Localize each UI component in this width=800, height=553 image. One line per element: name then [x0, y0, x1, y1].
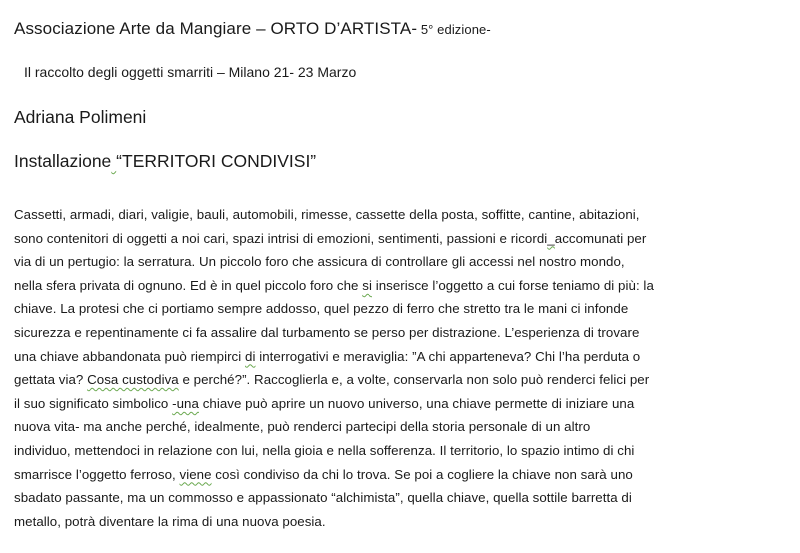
body-text-segment: nuova vita- ma anche perché, idealmente, può renderci partecipi della storia personale di un altro — [14, 419, 591, 435]
spellcheck-mark: di — [245, 348, 256, 364]
body-text-segment: via di un pertugio: la serratura. Un piccolo foro che assicura di controllare gli accessi nel nostro mondo, — [14, 254, 625, 270]
body-line — [14, 463, 794, 487]
body-text-segment: sbadato passante, ma un commosso e appassionato “alchimista”, quella chiave, quella sottile barretta di — [14, 490, 632, 506]
document-title — [14, 19, 491, 39]
body-line — [14, 345, 794, 369]
body-text-segment: metallo, potrà diventare la rima di una nuova poesia. — [14, 513, 326, 529]
body-paragraph — [14, 203, 794, 533]
body-text-segment: così condiviso da chi lo trova. Se poi a cogliere la chiave non sarà uno — [211, 466, 633, 482]
spellcheck-mark: Cosa custodiva — [87, 372, 179, 388]
body-line — [14, 486, 794, 510]
body-line — [14, 321, 794, 345]
body-line — [14, 274, 794, 298]
body-text-segment: il suo significato simbolico — [14, 395, 173, 411]
body-line — [14, 297, 794, 321]
spellcheck-mark: _ — [547, 230, 555, 246]
body-line — [14, 392, 794, 416]
body-line — [14, 227, 794, 251]
body-line — [14, 203, 794, 227]
spellcheck-mark: si — [362, 277, 372, 293]
body-text-segment: inserisce l’oggetto a cui forse teniamo di più: la — [371, 277, 654, 293]
installation-prefix: Installazione — [14, 151, 112, 171]
installation-name: “TERRITORI CONDIVISI” — [116, 151, 317, 171]
spellcheck-mark: viene — [179, 466, 212, 482]
event-subtitle: Il raccolto degli oggetti smarriti – Milano 21- 23 Marzo — [24, 64, 357, 80]
title-text: Associazione Arte da Mangiare – ORTO D’ARTISTA- — [14, 19, 418, 38]
installation-title — [14, 151, 316, 172]
body-line — [14, 368, 794, 392]
spellcheck-mark: -una — [172, 395, 199, 411]
body-text-segment: sicurezza e repentinamente ci fa assalire dal turbamento se perso per distrazione. L’esperienza di trovare — [14, 324, 640, 340]
body-text-segment: interrogativi e meraviglia: ”A chi apparteneva? Chi l’ha perduta o — [255, 348, 641, 364]
body-text-segment: smarrisce l’oggetto ferroso, — [14, 466, 180, 482]
edition-text: 5° edizione- — [417, 22, 491, 37]
body-text-segment: gettata via? — [14, 372, 88, 388]
body-text-segment: chiave. La protesi che ci portiamo sempre addosso, quel pezzo di ferro che stretto tra le mani ci infonde — [14, 301, 629, 317]
body-text-segment: sono contenitori di oggetti a noi cari, spazi intrisi di emozioni, sentimenti, passioni e ricordi — [14, 230, 548, 246]
author-name: Adriana Polimeni — [14, 107, 147, 127]
body-text-segment: una chiave abbandonata può riempirci — [14, 348, 246, 364]
body-line — [14, 250, 794, 274]
body-text-segment: accomunati per — [554, 230, 647, 246]
body-line — [14, 510, 794, 534]
body-text-segment: individuo, mettendoci in relazione con lui, nella gioia e nella sofferenza. Il territorio, lo spazio intimo di chi — [14, 442, 635, 458]
body-line — [14, 439, 794, 463]
body-text-segment: e perché?”. Raccoglierla e, a volte, conservarla non solo può renderci felici per — [178, 372, 650, 388]
body-text-segment: Cassetti, armadi, diari, valigie, bauli, automobili, rimesse, cassette della posta, soffitte, cantine, abitazioni, — [14, 207, 640, 222]
body-line — [14, 415, 794, 439]
body-text-segment: chiave può aprire un nuovo universo, una chiave permette di iniziare una — [198, 395, 635, 411]
body-text-segment: nella sfera privata di ognuno. Ed è in quel piccolo foro che — [14, 277, 363, 293]
